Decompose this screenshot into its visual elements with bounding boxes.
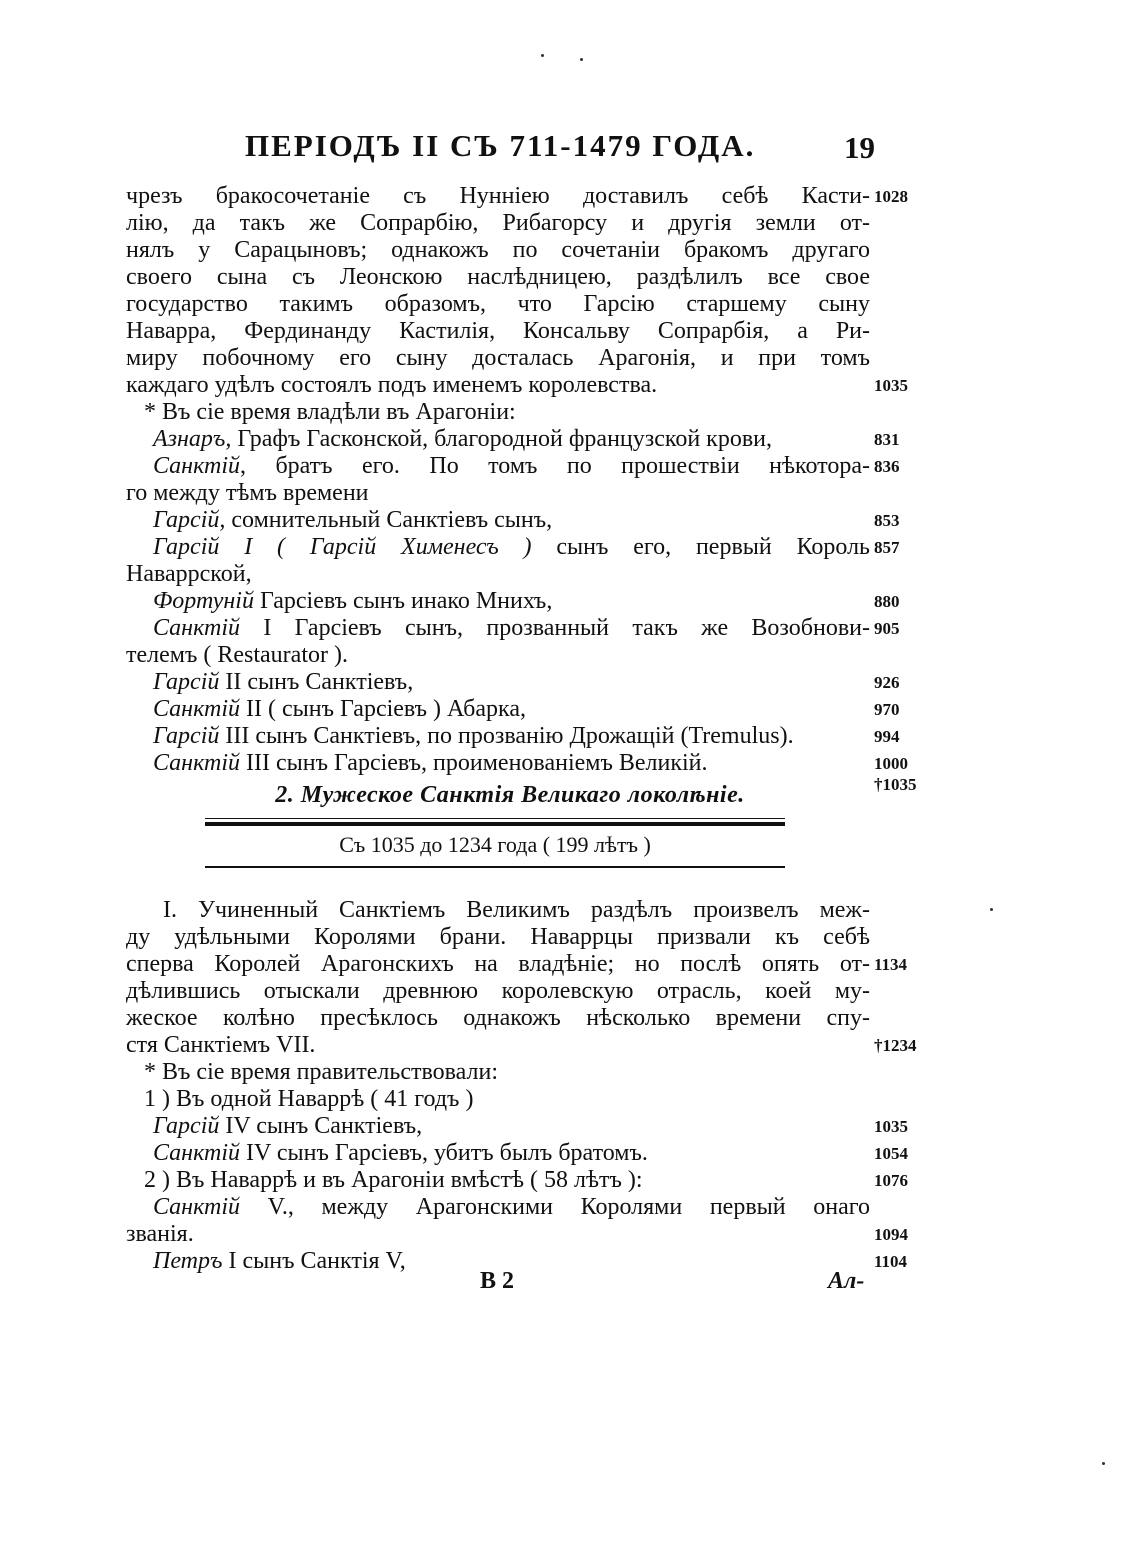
catchword: Ал- (828, 1268, 865, 1294)
margin-year: 831 (874, 430, 900, 449)
text-line (126, 345, 870, 372)
line-text: дѣлившись отыскали древнюю королевскую отрасль, коей му- (126, 978, 870, 1004)
list-subheading (144, 1167, 643, 1194)
line-text: III сынъ Санктіевъ, по прозванію Дрожащій (Tremulus). (219, 723, 794, 749)
margin-year: 836 (874, 457, 900, 476)
ruler-entry (153, 696, 870, 723)
margin-year: 994 (874, 727, 900, 746)
line-text: чрезъ бракосочетаніе съ Нунніею доставилъ себѣ Касти- (126, 183, 870, 209)
margin-year: 1000 (874, 754, 908, 773)
margin-year: 1104 (874, 1252, 908, 1271)
line-text: I. Учиненный Санктіемъ Великимъ раздѣлъ произвелъ меж- (163, 897, 870, 923)
ruler-entry (153, 453, 870, 480)
line-text: нялъ у Сарацыновъ; однакожъ по сочетаніи бракомъ другаго (126, 237, 870, 263)
line-text: IV сынъ Гарсіевъ, убитъ былъ братомъ. (240, 1140, 648, 1166)
margin-year: 970 (874, 700, 900, 719)
signature-mark: В 2 (480, 1268, 515, 1294)
line-text: * Въ сіе время владѣли въ Арагоніи: (144, 399, 516, 425)
line-text: , братъ его. По томъ по прошествіи нѣкотора- (240, 453, 870, 479)
ruler-entry (153, 426, 870, 453)
line-text: сынъ его, первый Король (531, 534, 870, 560)
margin-year: 857 (874, 538, 900, 557)
margin-year: 926 (874, 673, 900, 692)
text-line (126, 210, 870, 237)
speck (990, 908, 993, 911)
line-text: лію, да такъ же Сопрарбію, Рибагорсу и другія земли от- (126, 210, 870, 236)
line-text: IV сынъ Санктіевъ, (219, 1113, 423, 1139)
ruler-entry (126, 480, 369, 507)
line-text: сперва Королей Арагонскихъ на владѣніе; но послѣ опять от- (126, 951, 870, 977)
line-text: жеское колѣно пресѣклось однакожъ нѣсколько времени спу- (126, 1005, 870, 1031)
ruler-entry (153, 1140, 648, 1167)
ruler-entry (153, 507, 870, 534)
text-line (126, 264, 870, 291)
text-line (126, 1005, 870, 1032)
line-text: го между тѣмъ времени (126, 480, 369, 506)
line-text: званія. (126, 1221, 194, 1247)
margin-year: 1134 (874, 955, 908, 974)
ruler-entry (153, 534, 870, 561)
line-text: * Въ сіе время правительствовали: (144, 1059, 499, 1085)
line-text: 2 ) Въ Наваррѣ и въ Арагоніи вмѣстѣ ( 58 лѣтъ ): (144, 1167, 643, 1193)
ruler-entry (153, 1248, 406, 1275)
text-line (126, 924, 870, 951)
line-text: государство такимъ образомъ, что Гарсію старшему сыну (126, 291, 870, 317)
line-text: II сынъ Санктіевъ, (219, 669, 414, 695)
ruler-name: Гарсій, (153, 507, 226, 533)
text-line (163, 897, 870, 924)
ruler-name: Санктій (153, 1140, 240, 1166)
margin-year: 905 (874, 619, 900, 638)
ruler-entry (153, 750, 870, 777)
text-line (126, 1032, 870, 1059)
list-intro (144, 399, 516, 426)
page-number: 19 (844, 130, 875, 165)
ruler-name: Гарсій (153, 723, 220, 749)
list-intro (144, 1059, 498, 1086)
line-text: V., между Арагонскими Королями первый онаго (240, 1194, 870, 1220)
speck (580, 58, 583, 61)
margin-year: 1035 (874, 376, 908, 395)
line-text: I сынъ Санктія V, (222, 1248, 406, 1274)
ruler-name: Санктій (153, 696, 240, 722)
page-header (245, 128, 875, 168)
margin-year: 880 (874, 592, 900, 611)
text-line (126, 237, 870, 264)
line-text: ду удѣльными Королями брани. Наваррцы призвали къ себѣ (126, 924, 870, 950)
text-line (126, 978, 870, 1005)
ruler-entry (153, 615, 870, 642)
margin-year: 1076 (874, 1171, 908, 1190)
margin-year: 1028 (874, 187, 908, 206)
ruler-name: Гарсій (153, 1113, 220, 1139)
line-text: 1 ) Въ одной Наваррѣ ( 41 годъ ) (144, 1086, 474, 1112)
ruler-entry (153, 1194, 870, 1221)
ruler-name: Гарсій (153, 669, 220, 695)
period-heading: Съ 1035 до 1234 года ( 199 лѣтъ ) (339, 832, 651, 857)
line-text: I Гарсіевъ сынъ, прозванный такъ же Возобнови- (240, 615, 870, 641)
line-text: сомнительный Санктіевъ сынъ, (225, 507, 553, 533)
margin-year: †1035 (874, 775, 917, 794)
ruler-name: Фортуній (153, 588, 254, 614)
margin-year: †1234 (874, 1036, 917, 1055)
line-text: Гарсіевъ сынъ инако Мнихъ, (253, 588, 553, 614)
ruler-name: Санктій (153, 1194, 240, 1220)
ruler-entry (126, 642, 348, 669)
list-subheading (144, 1086, 473, 1113)
line-text: своего сына съ Леонскою наслѣдницею, раздѣлилъ все свое (126, 264, 870, 290)
speck (1102, 1462, 1105, 1465)
ruler-name: Петръ (153, 1248, 223, 1274)
ruler-name: Санктій (153, 615, 240, 641)
margin-year: 853 (874, 511, 900, 530)
ruler-entry (126, 561, 252, 588)
margin-year: 1094 (874, 1225, 908, 1244)
running-head: ПЕРІОДЪ II СЪ 711-1479 ГОДА. (245, 128, 756, 163)
margin-year: 1054 (874, 1144, 908, 1163)
text-line (126, 372, 870, 399)
line-text: миру побочному его сыну досталась Арагонія, и при томъ (126, 345, 870, 371)
ruler-name: Санктій (153, 750, 240, 776)
rule-top-thin (205, 818, 785, 819)
line-text: стя Санктіемъ VII. (126, 1032, 316, 1058)
line-text: III сынъ Гарсіевъ, проименованіемъ Великій. (240, 750, 708, 776)
speck (541, 54, 544, 57)
ruler-entry (153, 588, 870, 615)
line-text: Наварра, Фердинанду Кастилія, Консальву Сопрарбія, а Ри- (126, 318, 870, 344)
margin-year: 1035 (874, 1117, 908, 1136)
rule-bottom (205, 866, 785, 868)
text-line (126, 291, 870, 318)
section-title: 2. Мужеское Санктія Великаго локолѣніе. (275, 782, 745, 808)
ruler-entry (153, 669, 870, 696)
text-line (126, 318, 870, 345)
rule-top-thick (205, 822, 785, 826)
ruler-name: Азнаръ, (153, 426, 232, 452)
ruler-name: Гарсій I ( Гарсій Хименесъ ) (153, 534, 532, 560)
ruler-name: Санктій (153, 453, 240, 479)
text-line (126, 951, 870, 978)
line-text: телемъ ( Restaurator ). (126, 642, 348, 668)
ruler-entry (126, 1221, 194, 1248)
line-text: II ( сынъ Гарсіевъ ) Абарка, (240, 696, 526, 722)
line-text: Графъ Гасконской, благородной французской крови, (231, 426, 773, 452)
ruler-entry (153, 723, 870, 750)
line-text: каждаго удѣлъ состоялъ подъ именемъ королевства. (126, 372, 658, 398)
text-line (126, 183, 870, 210)
ruler-entry (153, 1113, 422, 1140)
line-text: Наваррской, (126, 561, 252, 587)
